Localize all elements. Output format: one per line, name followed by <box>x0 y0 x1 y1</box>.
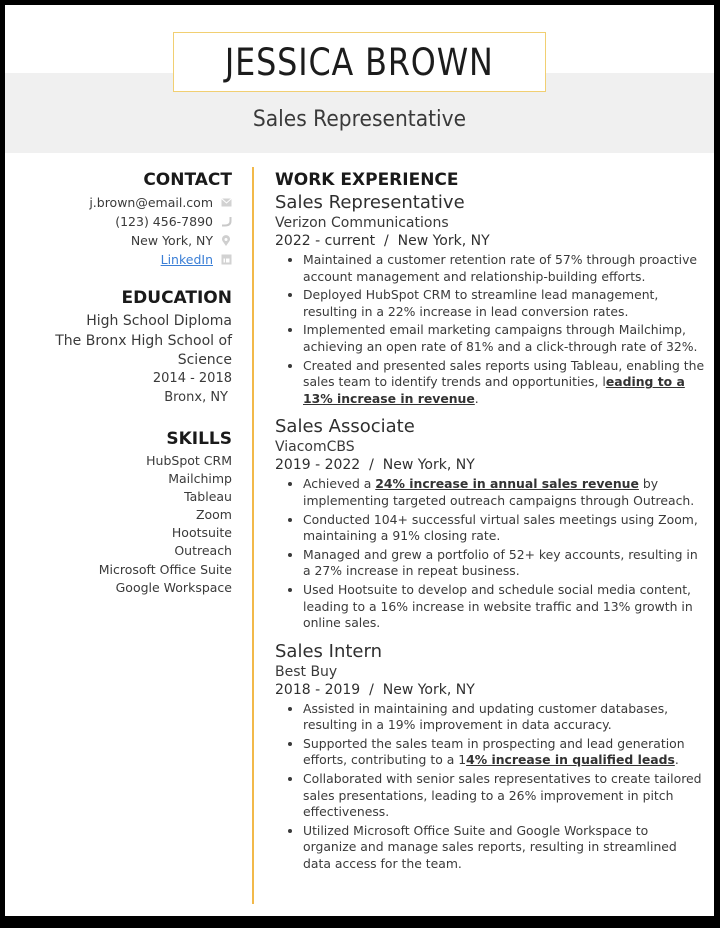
resume-page <box>5 5 714 916</box>
education-section <box>25 288 232 407</box>
job-bullets <box>275 476 705 631</box>
education-location: Bronx, NY <box>164 390 228 405</box>
skill-item: Microsoft Office Suite <box>98 561 232 577</box>
contact-section <box>25 170 232 269</box>
bullet-item: • Created and presented sales reports using Tableau, enabling the sales team to identify trends and opportunities, leading to a 13% increase in revenue. <box>303 358 705 408</box>
job-entry <box>275 192 705 407</box>
job-entry <box>275 641 705 873</box>
contact-location <box>25 231 232 250</box>
education-school-line2: Science <box>177 352 232 368</box>
bullet-item: • Deployed HubSpot CRM to streamline lead management, resulting in a 22% increase in lead conversion rates. <box>303 287 705 320</box>
education-heading: EDUCATION <box>121 288 232 308</box>
bullet-item: • Achieved a 24% increase in annual sales revenue by implementing targeted outreach campaigns through Outreach. <box>303 476 705 509</box>
highlight-text: eading to a 13% increase in revenue <box>303 374 685 406</box>
skill-item: Zoom <box>195 507 232 523</box>
candidate-name: JESSICA BROWN <box>225 40 494 84</box>
bullet-item: • Conducted 104+ successful virtual sales meetings using Zoom, maintaining a 91% closing rate. <box>303 512 705 545</box>
email-text: j.brown@email.com <box>89 195 213 210</box>
contact-linkedin[interactable] <box>25 250 232 269</box>
job-bullets <box>275 252 705 407</box>
linkedin-icon <box>220 254 232 266</box>
job-entry <box>275 416 705 631</box>
education-degree: High School Diploma <box>86 313 232 329</box>
skills-heading: SKILLS <box>166 429 232 449</box>
phone-icon <box>220 216 232 228</box>
main-content <box>275 165 705 875</box>
bullet-item: • Collaborated with senior sales representatives to create tailored sales presentations, leading to a 26% improvement in pitch effectiveness. <box>303 771 705 821</box>
sidebar <box>25 165 232 597</box>
bullet-item: • Utilized Microsoft Office Suite and Google Workspace to organize and manage sales reports, resulting in streamlined data access for the team. <box>303 823 705 873</box>
contact-email[interactable] <box>25 193 232 212</box>
job-dates-location: 2018 - 2019 / New York, NY <box>275 681 475 698</box>
work-experience-heading: WORK EXPERIENCE <box>275 170 459 190</box>
skill-item: Hootsuite <box>171 525 232 541</box>
company-name: Best Buy <box>275 663 338 680</box>
bullet-item: • Implemented email marketing campaigns through Mailchimp, achieving an open rate of 81% and a click-through rate of 32%. <box>303 322 705 355</box>
linkedin-link[interactable]: LinkedIn <box>160 252 213 267</box>
education-years: 2014 - 2018 <box>152 371 232 386</box>
skills-section <box>25 429 232 597</box>
job-title-header: Sales Representative <box>252 107 467 132</box>
skill-item: Mailchimp <box>168 471 232 487</box>
column-divider <box>252 167 254 904</box>
job-title: Sales Associate <box>275 416 415 438</box>
company-name: ViacomCBS <box>275 439 355 456</box>
name-box <box>173 32 546 92</box>
skill-item: HubSpot CRM <box>146 453 232 468</box>
contact-phone[interactable] <box>25 212 232 231</box>
phone-text: (123) 456-7890 <box>115 214 213 229</box>
bullet-item: • Maintained a customer retention rate of 57% through proactive account management and relationship-building efforts. <box>303 252 705 285</box>
job-dates-location: 2022 - current / New York, NY <box>275 233 490 249</box>
location-pin-icon <box>220 235 232 247</box>
bullet-item: • Assisted in maintaining and updating customer databases, resulting in a 19% improvement in data accuracy. <box>303 701 705 734</box>
job-title: Sales Representative <box>275 192 465 213</box>
bullet-item: • Supported the sales team in prospecting and lead generation efforts, contributing to a 14% increase in qualified leads. <box>303 736 705 769</box>
skill-item: Outreach <box>174 543 232 559</box>
job-bullets <box>275 701 705 873</box>
highlight-text: 24% increase in annual sales revenue <box>375 476 639 492</box>
bullet-item: • Managed and grew a portfolio of 52+ key accounts, resulting in a 27% increase in repeat business. <box>303 547 705 580</box>
job-dates-location: 2019 - 2022 / New York, NY <box>275 457 475 474</box>
envelope-icon <box>220 197 232 209</box>
location-text: New York, NY <box>130 233 213 248</box>
company-name: Verizon Communications <box>275 215 449 231</box>
job-title: Sales Intern <box>275 640 382 662</box>
highlight-text: 4% increase in qualified leads <box>466 752 675 768</box>
education-school-line1: The Bronx High School of <box>55 333 232 349</box>
skill-item: Tableau <box>184 489 232 505</box>
contact-heading: CONTACT <box>143 170 232 190</box>
skill-item: Google Workspace <box>115 579 232 595</box>
bullet-item: • Used Hootsuite to develop and schedule social media content, leading to a 16% increase in website traffic and 13% growth in online sales. <box>303 582 705 632</box>
